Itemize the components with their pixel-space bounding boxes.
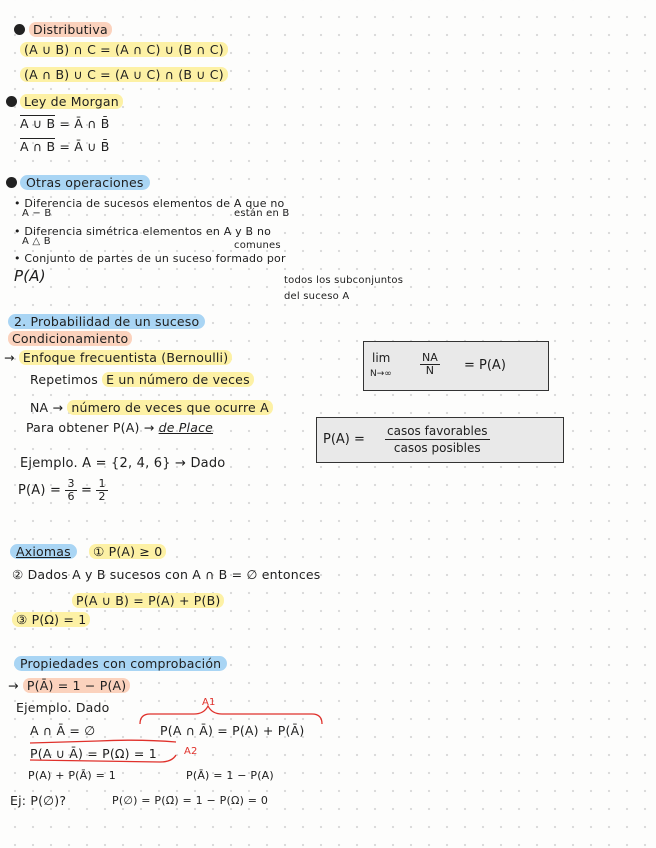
laplace-numerator: casos favorables — [387, 424, 488, 438]
arrow-right-icon: → — [8, 678, 19, 693]
limit-numerator: NA — [422, 351, 438, 364]
ejemplo-den-2: 2 — [98, 490, 106, 503]
otras-bullet-1: • Diferencia de sucesos elementos de A que no — [14, 197, 285, 210]
condicionamiento-label: Condicionamiento — [8, 331, 132, 346]
ejemplo-num-2: 1 — [98, 477, 106, 490]
na-highlight: número de veces que ocurre A — [67, 400, 273, 415]
morgan-rhs-1: = Ā ∩ B̄ — [59, 116, 110, 131]
laplace-denominator: casos posibles — [393, 441, 481, 455]
otras-bullet-2: • Diferencia simétrica elementos en A y B no — [14, 225, 272, 238]
otras-bullet-2-symbol: A △ B — [22, 236, 51, 247]
limit-rhs: = P(A) — [464, 358, 506, 373]
morgan-lhs-2: A ∩ B — [20, 139, 56, 154]
ejemplo-set: A = {2, 4, 6} → Dado — [82, 456, 226, 471]
a2-label: A2 — [184, 746, 198, 757]
propiedades-title: Propiedades con comprobación — [14, 656, 227, 671]
otras-bullet-3-cont-1: todos los subconjuntos — [284, 275, 404, 286]
morgan-title: Ley de Morgan — [20, 94, 123, 109]
ej2-label: Ej: P(∅)? — [10, 793, 67, 808]
prop-line-3-left: P(A) + P(Ā) = 1 — [28, 769, 116, 782]
ejemplo-label: Ejemplo. — [20, 456, 78, 471]
laplace-name: de Place — [158, 420, 214, 435]
prop-line-3-right: P(Ā) = 1 − P(A) — [186, 769, 274, 782]
otras-bullet-1-symbol: A − B — [22, 208, 52, 219]
otras-bullet-3-cont-2: del suceso A — [284, 291, 350, 302]
morgan-rhs-2: = Ā ∪ B̄ — [59, 139, 110, 154]
otras-bullet-2-cont: comunes — [234, 240, 281, 251]
ej2-formula: P(∅) = P(Ω̄) = 1 − P(Ω) = 0 — [112, 794, 269, 807]
morgan-lhs-1: A ∪ B — [20, 116, 56, 131]
otras-bullet-1-cont: están en B — [234, 208, 290, 219]
ejemplo-den-1: 6 — [67, 490, 75, 503]
repetimos-highlight: E un número de veces — [102, 372, 254, 387]
axioma-2: ② Dados A y B sucesos con A ∩ B = ∅ entonces — [12, 567, 321, 582]
axiomas-title: Axiomas — [10, 544, 77, 559]
arrow-right-icon: → — [4, 350, 15, 365]
otras-bullet-3: • Conjunto de partes de un suceso formado por — [14, 252, 286, 265]
enfoque-label: Enfoque frecuentista (Bernoulli) — [19, 350, 232, 365]
distributiva-formula-2: (A ∩ B) ∪ C = (A ∪ C) ∩ (B ∪ C) — [20, 67, 228, 82]
propiedad-formula: P(Ā) = 1 − P(A) — [23, 678, 130, 693]
ejemplo-num-1: 3 — [67, 477, 75, 490]
probabilidad-title: 2. Probabilidad de un suceso — [8, 314, 205, 329]
na-text: NA → — [30, 400, 64, 415]
laplace-lhs: P(A) = — [323, 432, 365, 447]
axioma-2-formula: P(A ∪ B) = P(A) + P(B) — [72, 593, 224, 608]
a1-label: A1 — [202, 697, 216, 708]
repetimos-text: Repetimos — [30, 372, 98, 387]
prop-line-1-right: P(A ∩ Ā) = P(A) + P(Ā) — [160, 723, 305, 738]
axioma-1: ① P(A) ≥ 0 — [89, 544, 166, 559]
otras-bullet-3-symbol: P(A) — [14, 267, 46, 285]
distributiva-formula-1: (A ∪ B) ∩ C = (A ∩ C) ∪ (B ∩ C) — [20, 42, 228, 57]
prop-ejemplo-label: Ejemplo. Dado — [16, 700, 110, 715]
limit-denominator: N — [425, 364, 434, 377]
a2-underline — [30, 740, 176, 762]
otras-title: Otras operaciones — [20, 175, 150, 190]
prop-line-1-left: A ∩ Ā = ∅ — [30, 723, 96, 738]
equals-sign: = — [81, 483, 93, 498]
axioma-3: ③ P(Ω) = 1 — [12, 612, 90, 627]
limit-subscript: N→∞ — [370, 369, 392, 379]
laplace-text: Para obtener P(A) → — [26, 420, 155, 435]
a1-brace — [140, 706, 322, 724]
prop-line-2: P(A ∪ Ā) = P(Ω) = 1 — [30, 746, 157, 761]
ejemplo-prob-lhs: P(A) = — [18, 483, 62, 498]
distributiva-title: Distributiva — [29, 22, 112, 37]
limit-lim: lim — [372, 351, 391, 365]
